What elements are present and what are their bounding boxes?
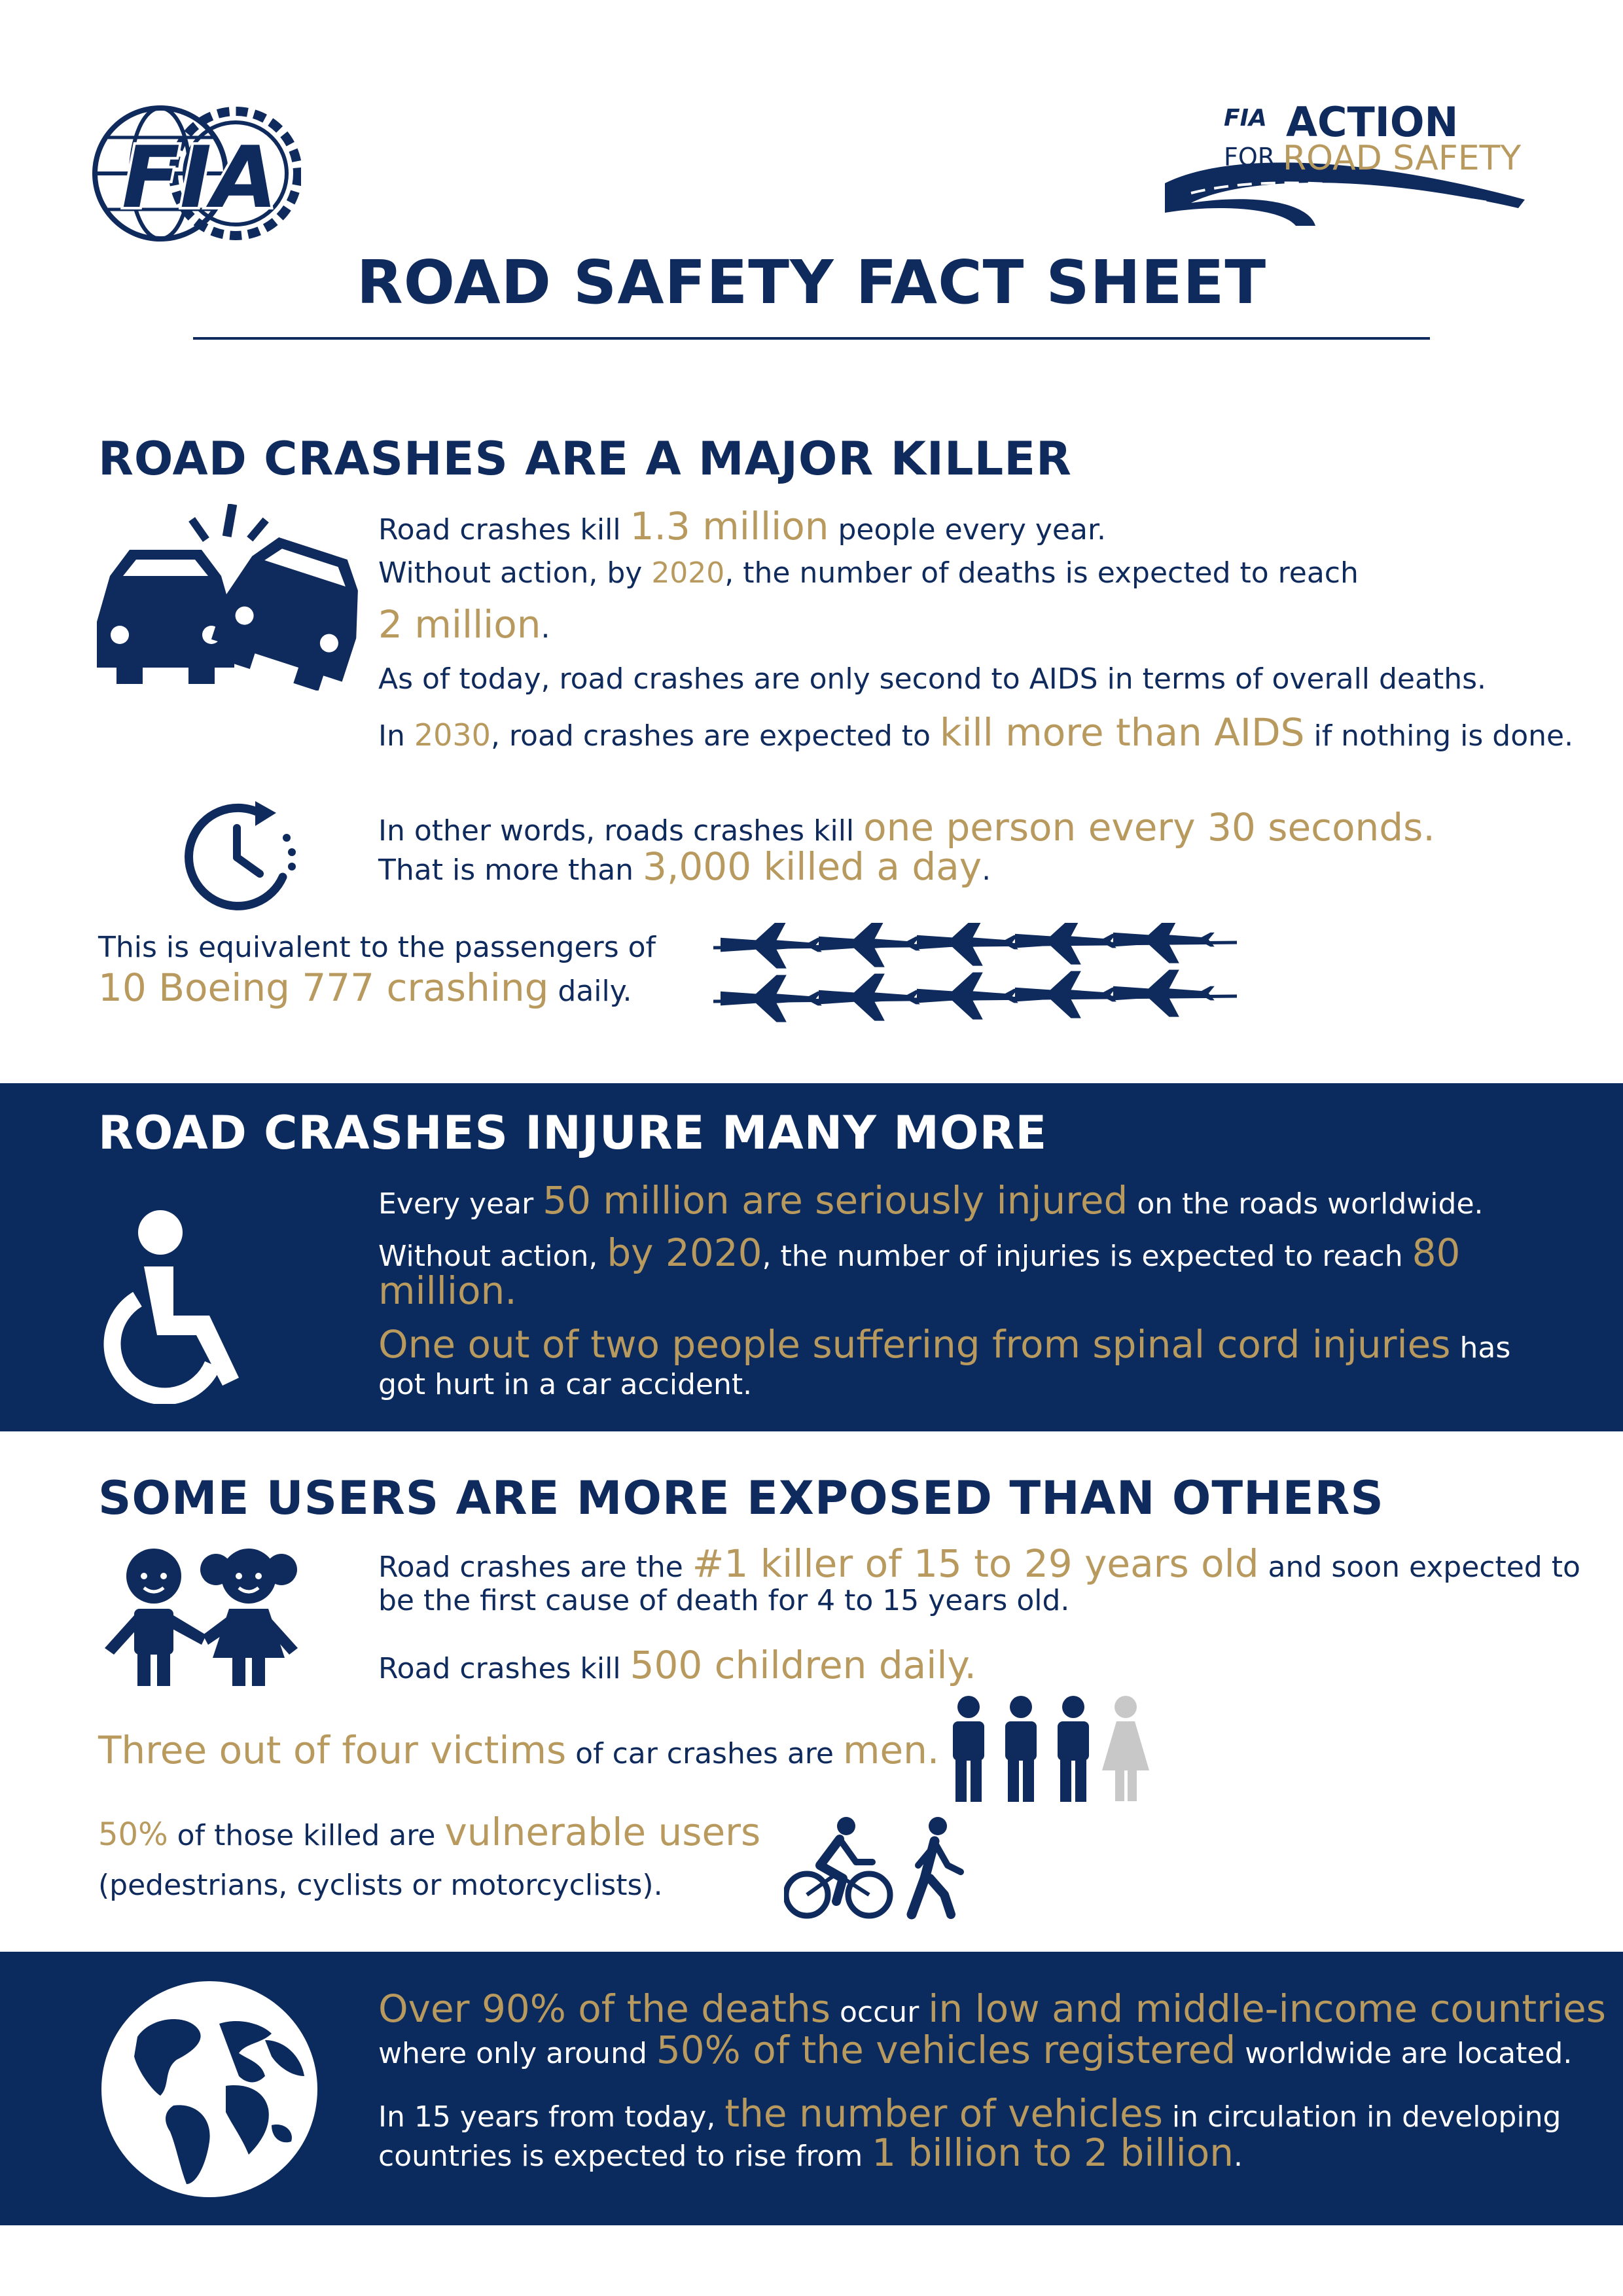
action-text: ACTION bbox=[1286, 98, 1459, 146]
s2-l2d: 80 bbox=[1412, 1230, 1461, 1275]
s3-line3 bbox=[378, 1643, 976, 1689]
s3-l3a: Road crashes kill bbox=[378, 1652, 630, 1685]
s4-line1 bbox=[378, 1986, 1606, 2032]
s2-line1 bbox=[378, 1178, 1484, 1224]
s1-l6a: In other words, roads crashes kill bbox=[378, 814, 864, 848]
children-icon bbox=[98, 1543, 308, 1687]
s1-l3b: 2 million bbox=[378, 602, 541, 647]
s3-l4d: men. bbox=[842, 1728, 940, 1772]
s3-l1c: and soon expected to bbox=[1258, 1551, 1580, 1584]
s1-l7b: 3,000 killed a day bbox=[643, 844, 982, 889]
s3-line1 bbox=[378, 1541, 1580, 1587]
pedestrian-icon bbox=[912, 1817, 961, 1914]
s4-l4b: 1 billion to 2 billion bbox=[872, 2130, 1234, 2175]
fia-mini-text: FIA bbox=[1224, 105, 1267, 132]
s1-l5e: if nothing is done. bbox=[1304, 719, 1574, 753]
s2-l2c: , the number of injuries is expected to reach bbox=[762, 1240, 1412, 1273]
s1-line4 bbox=[378, 662, 1486, 697]
s2-line4 bbox=[378, 1322, 1510, 1368]
victims-icons bbox=[949, 1695, 1171, 1803]
s2-l1a: Every year bbox=[378, 1187, 543, 1221]
s2-l5a: got hurt in a car accident. bbox=[378, 1368, 753, 1401]
section2-heading: ROAD CRASHES INJURE MANY MORE bbox=[98, 1106, 1048, 1160]
s3-l4b: Three out of four victims bbox=[98, 1728, 567, 1772]
s2-l2b: by 2020 bbox=[607, 1230, 762, 1275]
s3-l5b: 50% bbox=[98, 1816, 168, 1853]
s1-l6b: one person every 30 seconds. bbox=[863, 805, 1435, 850]
s1-l1b: 1.3 million bbox=[630, 504, 829, 548]
s4-l4a: countries is expected to rise from bbox=[378, 2140, 872, 2173]
man-icon bbox=[953, 1696, 984, 1802]
s1-l5c: , road crashes are expected to bbox=[490, 719, 940, 753]
s1-line3 bbox=[378, 602, 550, 648]
s3-l1b: #1 killer of 15 to 29 years old bbox=[692, 1541, 1259, 1586]
man-icon bbox=[1005, 1696, 1037, 1802]
s1-l8a: This is equivalent to the passengers of bbox=[98, 931, 656, 964]
s1-l2b: 2020 bbox=[651, 556, 725, 590]
s2-line3 bbox=[378, 1268, 517, 1314]
s1-line5 bbox=[378, 710, 1573, 756]
s2-l4c: has bbox=[1450, 1331, 1511, 1365]
s4-l4c: . bbox=[1233, 2140, 1243, 2173]
s4-l1d: in low and middle-income countries bbox=[928, 1986, 1606, 2031]
clock-icon bbox=[178, 798, 296, 916]
s4-l2b: 50% of the vehicles registered bbox=[656, 2028, 1236, 2072]
airplane-icon bbox=[713, 923, 1243, 1028]
s1-line1 bbox=[378, 504, 1106, 550]
airplane-grid bbox=[713, 923, 1243, 1028]
s2-line2 bbox=[378, 1230, 1460, 1276]
s1-l7c: . bbox=[982, 853, 991, 887]
s4-l3b: the number of vehicles bbox=[724, 2091, 1163, 2136]
cyclist-icon bbox=[786, 1817, 890, 1916]
s3-l5d: vulnerable users bbox=[444, 1810, 761, 1854]
s4-line2 bbox=[378, 2028, 1572, 2073]
s3-l6a: (pedestrians, cyclists or motorcyclists). bbox=[98, 1869, 663, 1902]
s1-l2a: Without action, by bbox=[378, 556, 652, 590]
title-divider bbox=[193, 337, 1430, 340]
s4-line4 bbox=[378, 2130, 1243, 2176]
s4-l3c: in circulation in developing bbox=[1162, 2100, 1561, 2134]
s2-line5 bbox=[378, 1368, 752, 1403]
s1-line8 bbox=[98, 931, 656, 965]
s1-l5d: kill more than AIDS bbox=[939, 710, 1305, 755]
s2-l1c: on the roads worldwide. bbox=[1128, 1187, 1484, 1221]
s1-l1a: Road crashes kill bbox=[378, 513, 630, 547]
road-safety-text: ROAD SAFETY bbox=[1283, 139, 1522, 178]
s1-l9c: daily. bbox=[548, 975, 632, 1008]
s4-l1b: Over 90% of the deaths bbox=[378, 1986, 831, 2031]
car-crash-icon bbox=[97, 504, 359, 691]
section1-heading: ROAD CRASHES ARE A MAJOR KILLER bbox=[98, 432, 1072, 486]
s1-l4a: As of today, road crashes are only second to AIDS in terms of overall deaths. bbox=[378, 662, 1487, 696]
s3-l5c: of those killed are bbox=[168, 1819, 445, 1852]
s3-l3b: 500 children daily. bbox=[630, 1643, 976, 1687]
fia-logo bbox=[92, 98, 301, 249]
s3-l4c: of car crashes are bbox=[566, 1737, 843, 1770]
vulnerable-icons bbox=[784, 1816, 974, 1921]
globe-icon bbox=[98, 1978, 321, 2200]
action-road-safety-logo bbox=[1152, 98, 1531, 229]
s3-line4 bbox=[98, 1728, 939, 1774]
page-title: ROAD SAFETY FACT SHEET bbox=[356, 247, 1267, 317]
wheelchair-icon bbox=[98, 1208, 255, 1404]
s1-line2 bbox=[378, 556, 1359, 591]
s4-l1c: occur bbox=[830, 1996, 929, 2029]
s1-l2c: , the number of deaths is expected to reach bbox=[724, 556, 1359, 590]
s2-l2a: Without action, bbox=[378, 1240, 607, 1273]
s3-l1a: Road crashes are the bbox=[378, 1551, 692, 1584]
s2-l3b: million. bbox=[378, 1268, 517, 1313]
s1-l5a: In bbox=[378, 719, 414, 753]
s1-l3c: . bbox=[541, 611, 550, 645]
woman-icon bbox=[1102, 1696, 1149, 1801]
s3-line6 bbox=[98, 1869, 663, 1903]
s1-line7 bbox=[378, 844, 991, 890]
s1-l9b: 10 Boeing 777 crashing bbox=[98, 965, 549, 1010]
s1-l1c: people every year. bbox=[829, 513, 1106, 547]
s4-l3a: In 15 years from today, bbox=[378, 2100, 725, 2134]
s1-l5b: 2030 bbox=[414, 717, 491, 753]
s2-l1b: 50 million are seriously injured bbox=[543, 1178, 1128, 1223]
man-icon bbox=[1058, 1696, 1089, 1802]
s1-line9 bbox=[98, 965, 632, 1011]
s3-line5 bbox=[98, 1810, 760, 1856]
s4-l2a: where only around bbox=[378, 2037, 656, 2070]
s1-l7a: That is more than bbox=[378, 853, 643, 887]
s3-l2a: be the first cause of death for 4 to 15 years old. bbox=[378, 1584, 1070, 1617]
s4-l2c: worldwide are located. bbox=[1236, 2037, 1573, 2070]
s3-line2 bbox=[378, 1584, 1069, 1619]
fia-logo-text: FIA bbox=[122, 128, 277, 227]
s2-l4b: One out of two people suffering from spinal cord injuries bbox=[378, 1322, 1451, 1367]
for-text: FOR bbox=[1224, 143, 1275, 171]
section3-heading: SOME USERS ARE MORE EXPOSED THAN OTHERS bbox=[98, 1471, 1384, 1525]
